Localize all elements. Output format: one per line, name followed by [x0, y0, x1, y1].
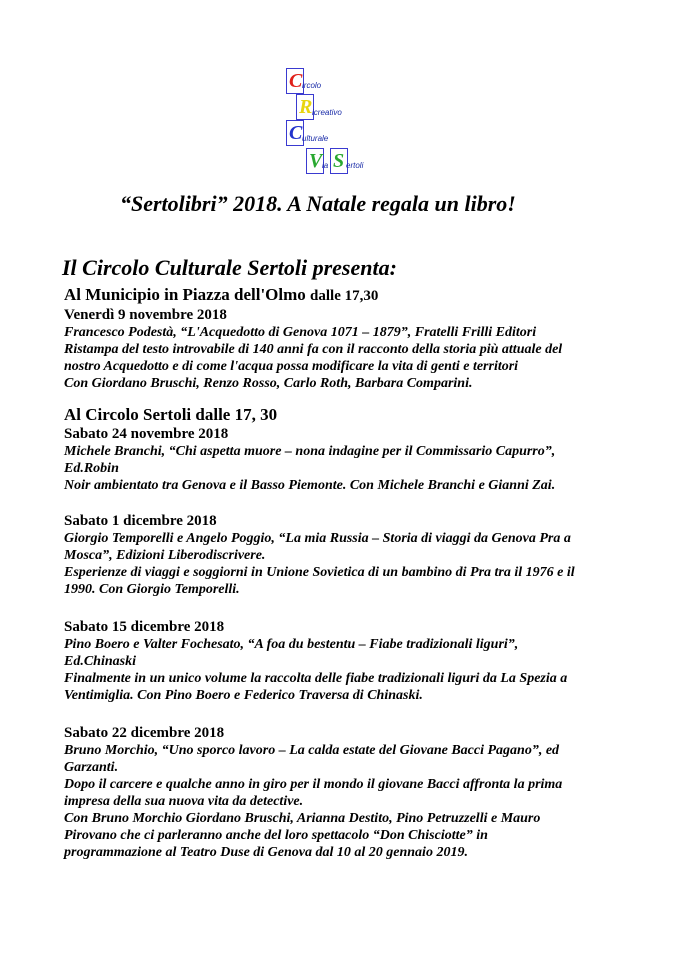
- event-description: [64, 443, 654, 494]
- circolo-logo: [284, 66, 386, 178]
- presenta-heading: Il Circolo Culturale Sertoli presenta:: [62, 255, 397, 280]
- description-line: Garzanti.: [64, 760, 119, 775]
- description-line: Ristampa del testo introvabile di 140 anni fa con il racconto della storia più attuale del: [64, 342, 563, 357]
- description-line: Michele Branchi, “Chi aspetta muore – nona indagine per il Commissario Capurro”,: [64, 444, 556, 459]
- event-date: Sabato 15 dicembre 2018: [64, 619, 225, 635]
- event-description: [64, 742, 654, 861]
- description-line: Mosca”, Edizioni Liberodiscrivere.: [64, 548, 266, 563]
- description-line: Bruno Morchio, “Uno sporco lavoro – La calda estate del Giovane Bacci Pagano”, ed: [64, 743, 560, 758]
- description-line: Pino Boero e Valter Fochesato, “A foa du bestentu – Fiabe tradizionali liguri”,: [64, 637, 519, 652]
- description-line: Con Giordano Bruschi, Renzo Rosso, Carlo Roth, Barbara Comparini.: [64, 376, 473, 391]
- event-description: [64, 324, 654, 392]
- logo-letter: R: [299, 96, 313, 118]
- logo-word: ertoli: [346, 161, 364, 170]
- logo-letter: V: [309, 150, 323, 172]
- logo-letter: C: [289, 70, 303, 92]
- event-block: [64, 512, 654, 598]
- event-description: [64, 530, 654, 598]
- event-block: [64, 618, 654, 704]
- description-line: Finalmente in un unico volume la raccolta delle fiabe tradizionali liguri da La Spezia a: [64, 671, 568, 686]
- description-line: impresa della sua nuova vita da detective.: [64, 794, 304, 809]
- logo-word: ircolo: [302, 81, 322, 90]
- event-date: Sabato 24 novembre 2018: [64, 426, 229, 442]
- venue-heading: Al Circolo Sertoli dalle 17, 30: [64, 405, 278, 424]
- description-line: Pirovano che ci parleranno anche del loro spettacolo “Don Chisciotte” in: [64, 828, 488, 843]
- event-date: Venerdì 9 novembre 2018: [64, 307, 227, 323]
- logo-word: icreativo: [312, 108, 342, 117]
- description-line: programmazione al Teatro Duse di Genova dal 10 al 20 gennaio 2019.: [64, 845, 468, 860]
- page-title: “Sertolibri” 2018. A Natale regala un libro!: [120, 191, 516, 216]
- event-block: [64, 425, 654, 494]
- description-line: Francesco Podestà, “L'Acquedotto di Genova 1071 – 1879”, Fratelli Frilli Editori: [64, 325, 537, 340]
- description-line: Con Bruno Morchio Giordano Bruschi, Arianna Destito, Pino Petruzzelli e Mauro: [64, 811, 541, 826]
- municipio-section: [64, 285, 654, 392]
- venue-time: dalle 17,30: [310, 288, 379, 304]
- description-line: Ed.Chinaski: [64, 654, 136, 669]
- event-date: Sabato 1 dicembre 2018: [64, 513, 217, 529]
- logo-letter: S: [333, 150, 345, 172]
- event-block: [64, 724, 654, 861]
- circolo-section: [64, 405, 654, 861]
- venue-name: Al Municipio in Piazza dell'Olmo: [64, 285, 306, 304]
- logo-word: ulturale: [302, 134, 329, 143]
- event-date: Sabato 22 dicembre 2018: [64, 725, 225, 741]
- venue-heading: [64, 285, 654, 306]
- description-line: Dopo il carcere e qualche anno in giro per il mondo il giovane Bacci affronta la prima: [64, 777, 563, 792]
- description-line: nostro Acquedotto e di come l'acqua possa modificare la vita di genti e territori: [64, 359, 519, 374]
- description-line: 1990. Con Giorgio Temporelli.: [64, 582, 240, 597]
- description-line: Esperienze di viaggi e soggiorni in Unione Sovietica di un bambino di Pra tra il 1976 e il: [64, 565, 575, 580]
- description-line: Ventimiglia. Con Pino Boero e Federico Traversa di Chinaski.: [64, 688, 423, 703]
- description-line: Noir ambientato tra Genova e il Basso Piemonte. Con Michele Branchi e Gianni Zai.: [64, 478, 556, 493]
- logo-letter: C: [289, 122, 303, 144]
- event-description: [64, 636, 654, 704]
- description-line: Giorgio Temporelli e Angelo Poggio, “La mia Russia – Storia di viaggi da Genova Pra a: [64, 531, 571, 546]
- logo-word: ia: [322, 161, 329, 170]
- description-line: Ed.Robin: [64, 461, 119, 476]
